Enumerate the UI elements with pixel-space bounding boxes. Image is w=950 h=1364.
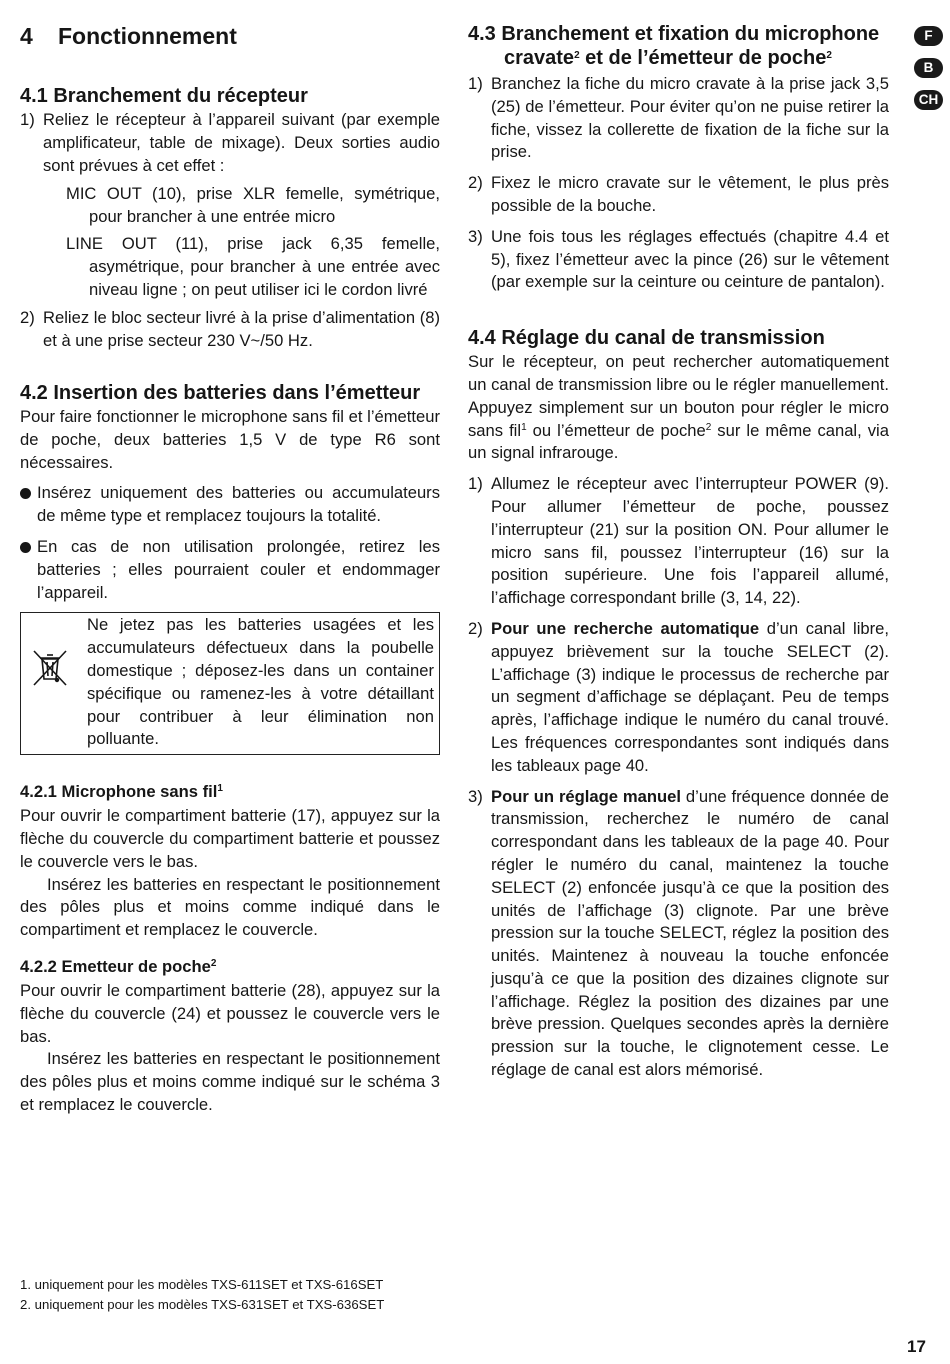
notice-text: Ne jetez pas les batteries usagées et les accumulateurs défectueux dans la poubelle domestique ; déposez-les dans un container spécifique ou ramenez-les à votre détaillant pour contribuer à leur élimination non polluante. [87, 615, 434, 749]
paragraph: Insérez les batteries en respectant le positionnement des pôles plus et moins comme indiqué dans le compartiment et remplacez le couvercle. [20, 874, 440, 940]
list-item: 1) Allumez le récepteur avec l’interrupteur POWER (9). Pour allumer l’émetteur de poche, poussez l’interrupteur (21) sur la position ON. Pour allumer le micro sans fil, poussez l’interrupteur (16) sur la position supérieure. Une fois l’appareil allumé, l’affichage correspondant brille (3, 14, 22). [468, 474, 889, 608]
paragraph: Insérez les batteries en respectant le positionnement des pôles plus et moins comme indiqué sur le schéma 3 et remplacez le couvercle. [20, 1049, 440, 1114]
bullet-item [20, 482, 440, 528]
language-badge-b: B [914, 58, 943, 78]
sub-item: MIC OUT (10), prise XLR femelle, symétrique, pour brancher à une entrée micro [66, 184, 440, 227]
heading-4-3: 4.3 Branchement et fixation du microphone cravate$^2$ et de l’émetteur de poche$^2$ [468, 23, 880, 69]
disposal-notice-box [20, 612, 440, 755]
page-number: 17 [907, 1337, 926, 1356]
crossed-out-bin-icon [30, 647, 70, 689]
item-number: 2) [20, 308, 35, 328]
heading-4-2-2: 4.2.2 Emetteur de poche$^2$ [20, 956, 217, 976]
paragraph: Pour ouvrir le compartiment batterie (17), appuyez sur la flèche du couvercle du compartiment batterie et poussez le couvercle vers le bas. [20, 806, 440, 871]
list-item: 2) Pour une recherche automatique d’un canal libre, appuyez brièvement sur la touche SELECT (2). L’affichage (3) indique le processus de recherche par un segment d’affichage se déplaçant. Peu de temps après, l’affichage indique le numéro du canal trouvé. Les fréquences correspondantes sont indiqués dans les tableaux page 40. [468, 618, 890, 775]
bullet-icon [20, 542, 31, 553]
footnote: 2. uniquement pour les modèles TXS-631SET et TXS-636SET [20, 1297, 385, 1312]
heading-4-4: 4.4 Réglage du canal de transmission [468, 327, 825, 350]
heading-4-2-1: 4.2.1 Microphone sans fil$^1$ [20, 782, 223, 802]
language-badges [914, 26, 944, 122]
list-item: 3) Pour un réglage manuel d’une fréquence donnée de transmission, recherchez le numéro de canal correspondant dans les tableaux de la page 40. Pour régler le numéro du canal, maintenez la touche SELECT (2) enfoncée jusqu’à ce que la position des unités de l’affichage (3) clignote. Par une brève pression sur la touche SELECT, réglez la position des unités. Maintenez à nouveau la touche enfoncée jusqu’à ce que la position des dizaines clignote sur l’affichage. Réglez la position des dizaines par une brève pression. Quelques secondes après la dernière pression sur la touche, le clignotement cesse. Le réglage de canal est alors mémorisé. [468, 786, 889, 1080]
bullet-icon [20, 488, 31, 499]
footnote: 1. uniquement pour les modèles TXS-611SET et TXS-616SET [20, 1277, 384, 1292]
bullet-text: En cas de non utilisation prolongée, retirez les batteries ; elles pourraient couler et endommager l’appareil. [37, 536, 440, 602]
paragraph: Sur le récepteur, on peut rechercher automatiquement un canal de transmission libre ou le régler manuellement. Appuyez simplement sur un bouton pour régler le micro sans fil$^1$ ou l’émetteur de poche$^2$ sur le même canal, via un signal infrarouge. [468, 352, 889, 463]
language-badge-ch: CH [914, 90, 943, 110]
list-item [20, 109, 440, 301]
bullet-text: Insérez uniquement des batteries ou accumulateurs de même type et remplacez toujours la totalité. [37, 483, 440, 526]
paragraph: Pour faire fonctionner le microphone sans fil et l’émetteur de poche, deux batteries 1,5 V de type R6 sont nécessaires. [20, 406, 440, 472]
footnotes [20, 1275, 620, 1315]
list-item [20, 307, 440, 353]
sub-item: LINE OUT (11), prise jack 6,35 femelle, asymétrique, pour brancher à une entrée avec niveau ligne ; on peut utiliser ici le cordon livré [66, 233, 440, 299]
item-text: Reliez le récepteur à l’appareil suivant (par exemple amplificateur, table de mixage). Deux sorties audio sont prévues à cet effet : [43, 110, 440, 175]
language-badge-f: F [914, 26, 943, 46]
item-number: 1) [20, 110, 35, 129]
item-text: Reliez le bloc secteur livré à la prise d’alimentation (8) et à une prise secteur 230 V~/50 Hz. [43, 308, 440, 351]
heading-4-2: 4.2 Insertion des batteries dans l’émetteur [20, 381, 421, 404]
section-title: Fonctionnement [58, 23, 237, 49]
list-item: 1) Branchez la fiche du micro cravate à la prise jack 3,5 (25) de l’émetteur. Pour éviter qu’on ne puise retirer la fiche, vissez la collerette de fixation de la fiche sur la prise. [468, 74, 889, 162]
list-item: 3) Une fois tous les réglages effectués (chapitre 4.4 et 5), fixez l’émetteur avec la pince (26) sur le vêtement (par exemple sur la ceinture ou ceinture de pantalon). [468, 226, 889, 292]
list-item: 2) Fixez le micro cravate sur le vêtement, le plus près possible de la bouche. [468, 173, 889, 215]
heading-4-1: 4.1 Branchement du récepteur [20, 85, 308, 107]
paragraph: Pour ouvrir le compartiment batterie (28), appuyez sur la flèche du couvercle (24) et poussez le couvercle vers le bas. [20, 980, 440, 1046]
section-heading [20, 22, 440, 50]
left-column [20, 22, 440, 1117]
bullet-item [20, 536, 440, 604]
section-number: 4 [20, 23, 33, 49]
right-column [468, 22, 889, 1090]
